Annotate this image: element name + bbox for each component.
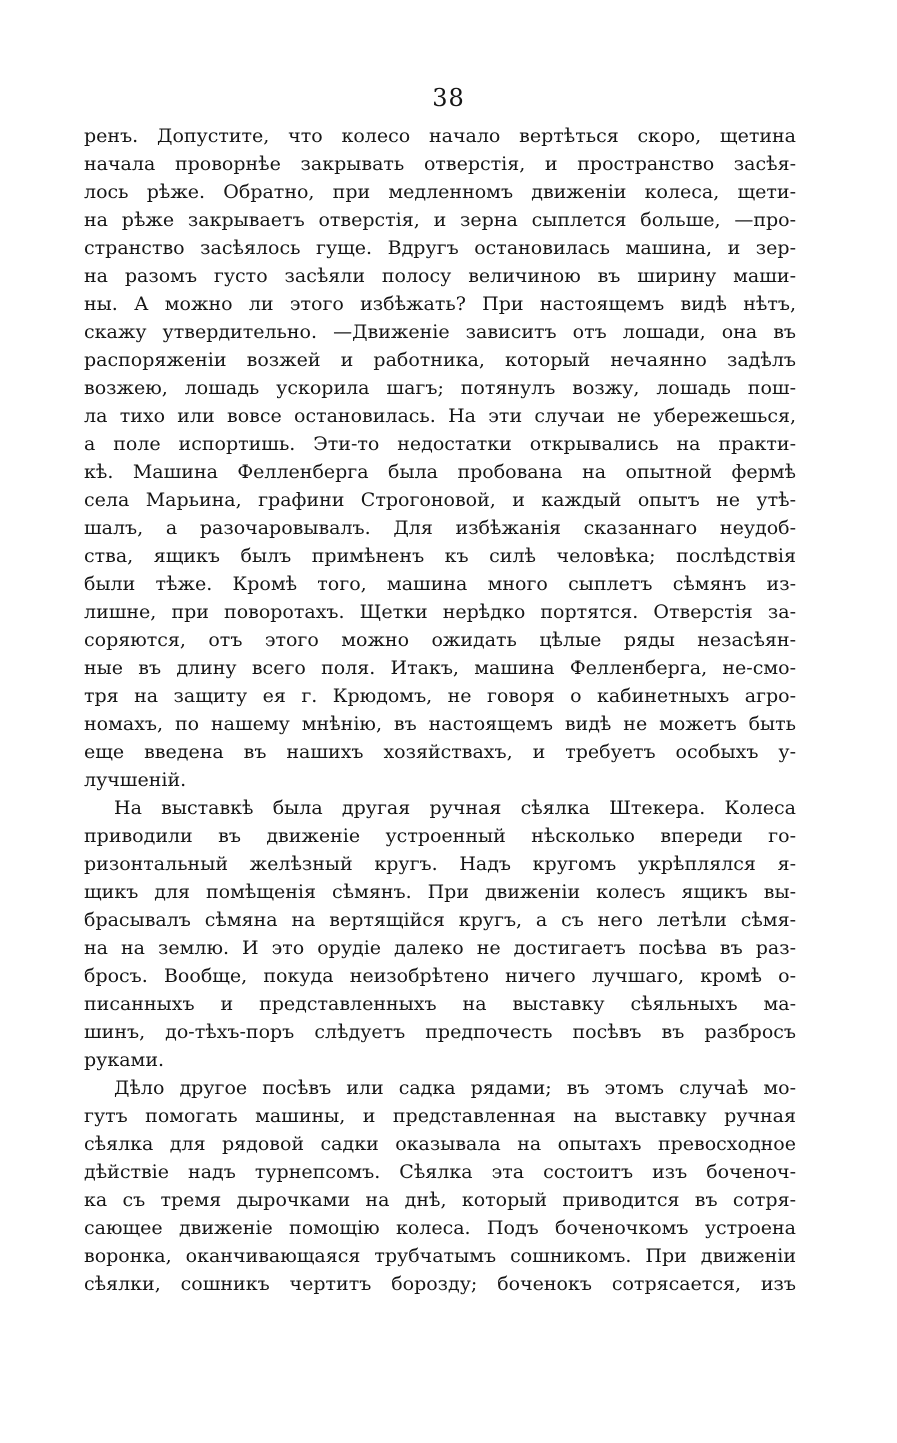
- text-line: Дѣло другое посѣвъ или садка рядами; въ этомъ случаѣ мо-: [114, 1077, 796, 1099]
- text-line: ренъ. Допустите, что колесо начало вертѣться скоро, щетина: [84, 125, 796, 147]
- text-line: на рѣже закрываетъ отверстія, и зерна сыплется больше, —про-: [84, 209, 796, 231]
- text-line: начала проворнѣе закрывать отверстія, и пространство засѣя-: [84, 153, 796, 175]
- text-line: села Марьина, графини Строгоновой, и каждый опытъ не утѣ-: [84, 489, 796, 511]
- text-line: лось рѣже. Обратно, при медленномъ движеніи колеса, щети-: [84, 181, 796, 203]
- text-line: скажу утвердительно. —Движеніе зависитъ отъ лошади, она въ: [84, 321, 796, 343]
- text-line: еще введена въ нашихъ хозяйствахъ, и требуетъ особыхъ у-: [84, 741, 796, 763]
- text-line: лишне, при поворотахъ. Щетки нерѣдко портятся. Отверстія за-: [84, 601, 796, 623]
- text-line: воронка, оканчивающаяся трубчатымъ сошникомъ. При движеніи: [84, 1245, 796, 1267]
- text-line: были тѣже. Кромѣ того, машина много сыплетъ сѣмянъ из-: [84, 573, 796, 595]
- text-line: соряются, отъ этого можно ожидать цѣлые ряды незасѣян-: [84, 629, 796, 651]
- text-line: ные въ длину всего поля. Итакъ, машина Фелленберга, не-смо-: [84, 657, 796, 679]
- text-line: брасывалъ сѣмяна на вертящійся кругъ, а съ него летѣли сѣмя-: [84, 909, 796, 931]
- text-line: гутъ помогать машины, и представленная на выставку ручная: [84, 1105, 796, 1127]
- text-line: бросъ. Вообще, покуда неизобрѣтено ничего лучшаго, кромѣ о-: [84, 965, 796, 987]
- text-line: сѣялки, сошникъ чертитъ борозду; боченокъ сотрясается, изъ: [84, 1273, 796, 1295]
- text-line: ка съ тремя дырочками на днѣ, который приводится въ сотря-: [84, 1189, 796, 1211]
- text-line: писанныхъ и представленныхъ на выставку сѣяльныхъ ма-: [84, 993, 796, 1015]
- text-line: ства, ящикъ былъ примѣненъ къ силѣ человѣка; послѣдствія: [84, 545, 796, 567]
- text-line: щикъ для помѣщенія сѣмянъ. При движеніи колесъ ящикъ вы-: [84, 881, 796, 903]
- text-line: на разомъ густо засѣяли полосу величиною въ ширину маши-: [84, 265, 796, 287]
- text-line: ризонтальный желѣзный кругъ. Надъ кругомъ укрѣплялся я-: [84, 853, 796, 875]
- text-line: сѣялка для рядовой садки оказывала на опытахъ превосходное: [84, 1133, 796, 1155]
- text-line: приводили въ движеніе устроенный нѣсколько впереди го-: [84, 825, 796, 847]
- text-line: кѣ. Машина Фелленберга была пробована на опытной фермѣ: [84, 461, 796, 483]
- text-line: распоряженіи возжей и работника, который нечаянно задѣлъ: [84, 349, 796, 371]
- text-line: руками.: [84, 1049, 165, 1071]
- text-line: тря на защиту ея г. Крюдомъ, не говоря о кабинетныхъ агро-: [84, 685, 796, 707]
- text-line: на на землю. И это орудіе далеко не достигаетъ посѣва въ раз-: [84, 937, 796, 959]
- text-line: лучшеній.: [84, 769, 187, 791]
- text-line: ны. А можно ли этого избѣжать? При настоящемъ видѣ нѣтъ,: [84, 293, 796, 315]
- text-line: сающее движеніе помощію колеса. Подъ боченочкомъ устроена: [84, 1217, 796, 1239]
- text-line: странство засѣялось гуще. Вдругъ остановилась машина, и зер-: [84, 237, 796, 259]
- text-line: шалъ, а разочаровывалъ. Для избѣжанія сказаннаго неудоб-: [84, 517, 796, 539]
- page-text-body: [84, 122, 796, 1298]
- text-line: возжею, лошадь ускорила шагъ; потянулъ возжу, лошадь пош-: [84, 377, 796, 399]
- text-line: номахъ, по нашему мнѣнію, въ настоящемъ видѣ не можетъ быть: [84, 713, 796, 735]
- text-line: а поле испортишь. Эти-то недостатки открывались на практи-: [84, 433, 796, 455]
- text-line: шинъ, до-тѣхъ-поръ слѣдуетъ предпочесть посѣвъ въ разбросъ: [84, 1021, 796, 1043]
- text-line: На выставкѣ была другая ручная сѣялка Штекера. Колеса: [114, 797, 796, 819]
- text-line: дѣйствіе надъ турнепсомъ. Сѣялка эта состоитъ изъ боченоч-: [84, 1161, 796, 1183]
- text-line: ла тихо или вовсе остановилась. На эти случаи не убережешься,: [84, 405, 796, 427]
- page-number: 38: [432, 84, 465, 112]
